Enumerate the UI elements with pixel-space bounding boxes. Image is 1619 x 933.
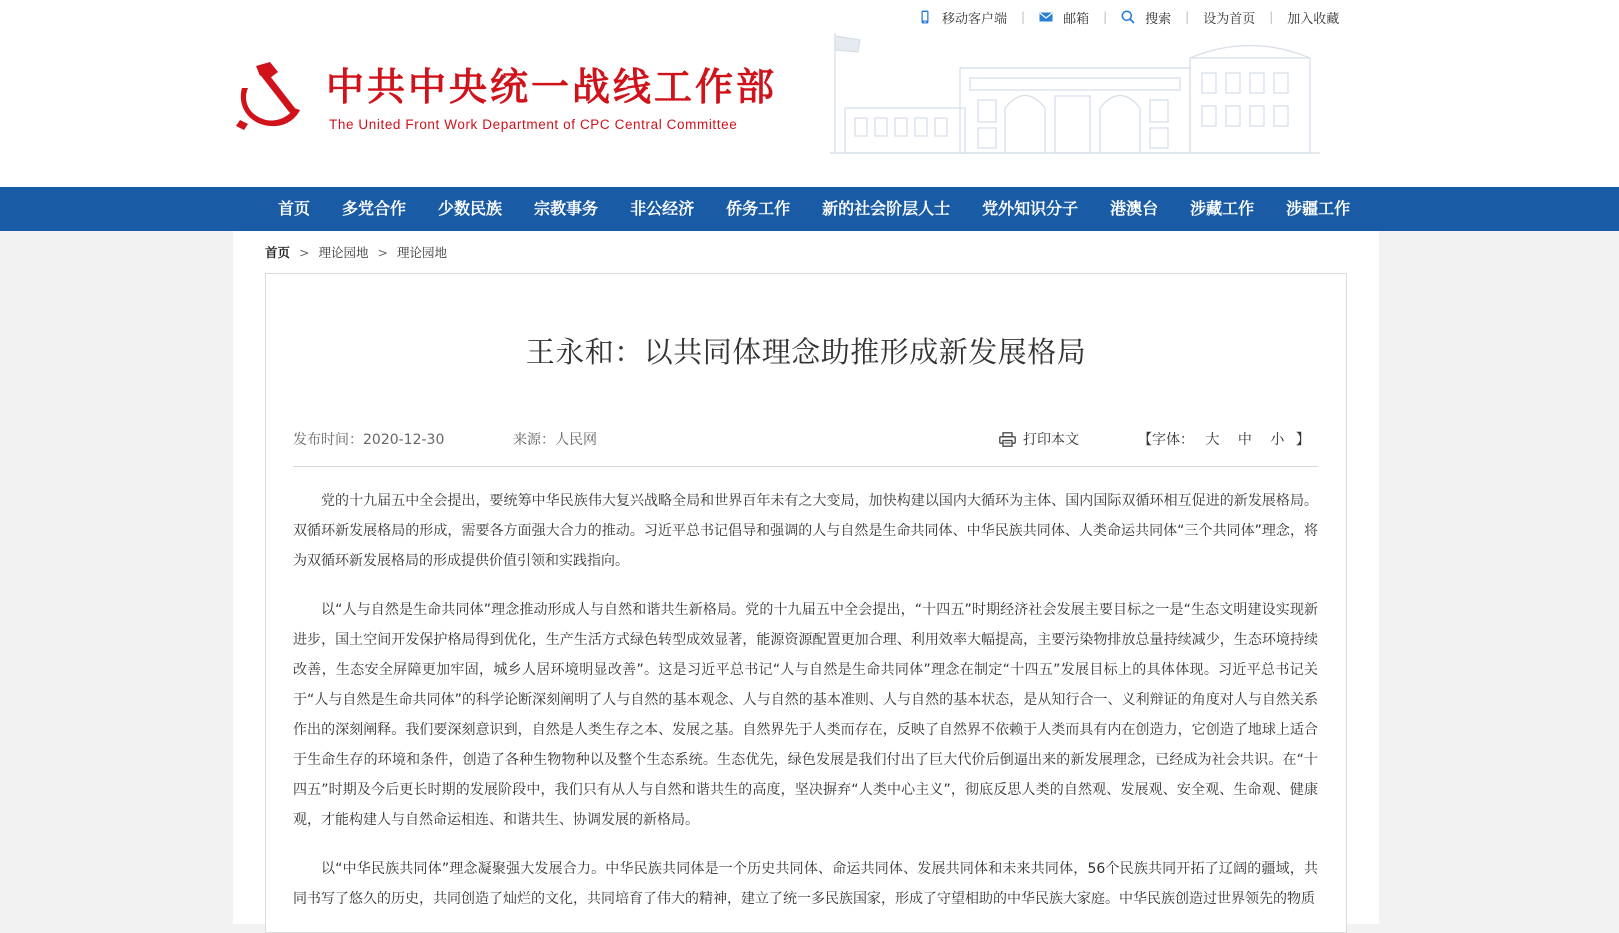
mobile-client-label: 移动客户端 [942, 11, 1008, 27]
mobile-icon [918, 10, 932, 24]
search-icon [1121, 10, 1135, 24]
article-meta [293, 429, 1318, 449]
search-link[interactable] [1121, 8, 1171, 27]
site-header [0, 0, 1619, 187]
mobile-client-link[interactable] [918, 8, 1007, 27]
font-size-label-close: 】 [1295, 432, 1310, 448]
nav-item-ethnic-minorities[interactable]: 少数民族 [438, 199, 503, 218]
top-links [918, 8, 1339, 26]
nav-item-religious-affairs[interactable]: 宗教事务 [534, 199, 599, 218]
nav-item-tibet-work[interactable]: 涉藏工作 [1190, 199, 1255, 218]
meta-divider [293, 466, 1318, 467]
font-size-control [1138, 429, 1310, 449]
article-source: 来源：人民网 [513, 432, 597, 448]
nav-item-overseas-chinese[interactable]: 侨务工作 [726, 199, 791, 218]
article-paragraph: 以“中华民族共同体”理念凝聚强大发展合力。中华民族共同体是一个历史共同体、命运共同体、发展共同体和未来共同体，56个民族共同开拓了辽阔的疆域，共同书写了悠久的历史，共同创造了灿烂的文化，共同培育了伟大的精神，建立了统一多民族国家，形成了守望相助的中华民族大家庭。中华民族创造过世界领先的物质 [293, 861, 1318, 907]
mailbox-link[interactable] [1039, 8, 1089, 27]
breadcrumb-item[interactable]: 理论园地 [318, 245, 369, 260]
article-container [265, 273, 1347, 933]
toplink-separator: | [1103, 10, 1108, 24]
article-paragraph: 党的十九届五中全会提出，要统筹中华民族伟大复兴战略全局和世界百年未有之大变局，加快构建以国内大循环为主体、国内国际双循环相互促进的新发展格局。双循环新发展格局的形成，需要各方面强大合力的推动。习近平总书记倡导和强调的人与自然是生命共同体、中华民族共同体、人类命运共同体“三个共同体”理念，将为双循环新发展格局的形成提供价值引领和实践指向。 [293, 493, 1318, 569]
breadcrumb-item[interactable]: 理论园地 [397, 245, 448, 260]
article-content [293, 486, 1318, 933]
nav-item-new-social-strata[interactable]: 新的社会阶层人士 [822, 199, 951, 218]
set-homepage-label: 设为首页 [1203, 11, 1256, 27]
mail-icon [1039, 10, 1053, 24]
building-illustration [830, 28, 1320, 158]
breadcrumb-separator: > [299, 244, 310, 260]
font-size-medium-button[interactable]: 中 [1237, 432, 1252, 448]
mailbox-label: 邮箱 [1063, 11, 1090, 27]
font-size-label-open: 【字体： [1138, 432, 1194, 448]
toplink-separator: | [1021, 10, 1026, 24]
printer-icon [999, 432, 1016, 447]
nav-item-xinjiang-work[interactable]: 涉疆工作 [1286, 199, 1351, 218]
breadcrumb-home[interactable]: 首页 [265, 245, 291, 260]
nav-item-home[interactable]: 首页 [278, 199, 311, 218]
nav-item-non-public-economy[interactable]: 非公经济 [630, 199, 695, 218]
nav-item-multiparty[interactable]: 多党合作 [342, 199, 407, 218]
nav-item-non-party-intellectuals[interactable]: 党外知识分子 [982, 199, 1079, 218]
publish-date: 发布时间：2020-12-30 [293, 432, 445, 448]
breadcrumb-separator: > [377, 244, 388, 260]
font-size-large-button[interactable]: 大 [1205, 432, 1220, 448]
site-title: 中共中央统一战线工作部 [326, 64, 778, 109]
add-favorite-label: 加入收藏 [1287, 11, 1340, 27]
site-subtitle: The United Front Work Department of CPC Central Committee [329, 117, 738, 132]
breadcrumb [265, 243, 447, 261]
add-favorite-link[interactable] [1287, 8, 1339, 27]
print-article-label: 打印本文 [1023, 432, 1079, 448]
article-paragraph: 以“人与自然是生命共同体”理念推动形成人与自然和谐共生新格局。党的十九届五中全会提出，“十四五”时期经济社会发展主要目标之一是“生态文明建设实现新进步，国土空间开发保护格局得到优化，生产生活方式绿色转型成效显著，能源资源配置更加合理、利用效率大幅提高，主要污染物排放总量持续减少，生态环境持续改善，生态安全屏障更加牢固，城乡人居环境明显改善”。这是习近平总书记“人与自然是生命共同体”理念在制定“十四五”发展目标上的具体体现。习近平总书记关于“人与自然是生命共同体”的科学论断深刻阐明了人与自然的基本观念、人与自然的基本准则、人与自然的基本状态，是从知行合一、义利辩证的角度对人与自然关系作出的深刻阐释。我们要深刻意识到，自然是人类生存之本、发展之基。自然界先于人类而存在，反映了自然界不依赖于人类而具有内在创造力，它创造了地球上适合于生命生存的环境和条件，创造了各种生物物种以及整个生态系统。生态优先，绿色发展是我们付出了巨大代价后倒逼出来的新发展理念，已经成为社会共识。在“十四五”时期及今后更长时期的发展阶段中，我们只有从人与自然和谐共生的高度，坚决摒弃“人类中心主义”，彻底反思人类的自然观、发展观、安全观、生命观、健康观，才能构建人与自然命运相连、和谐共生、协调发展的新格局。 [293, 602, 1318, 828]
toplink-separator: | [1269, 10, 1274, 24]
article-title: 王永和：以共同体理念助推形成新发展格局 [525, 335, 1087, 369]
set-homepage-link[interactable] [1203, 8, 1255, 27]
print-article-button[interactable] [999, 429, 1079, 449]
font-size-small-button[interactable]: 小 [1270, 432, 1285, 448]
party-emblem-logo [230, 58, 304, 132]
toplink-separator: | [1185, 10, 1190, 24]
nav-item-hk-macao-taiwan[interactable]: 港澳台 [1110, 199, 1159, 218]
search-label: 搜索 [1145, 11, 1172, 27]
main-navigation [0, 187, 1619, 231]
